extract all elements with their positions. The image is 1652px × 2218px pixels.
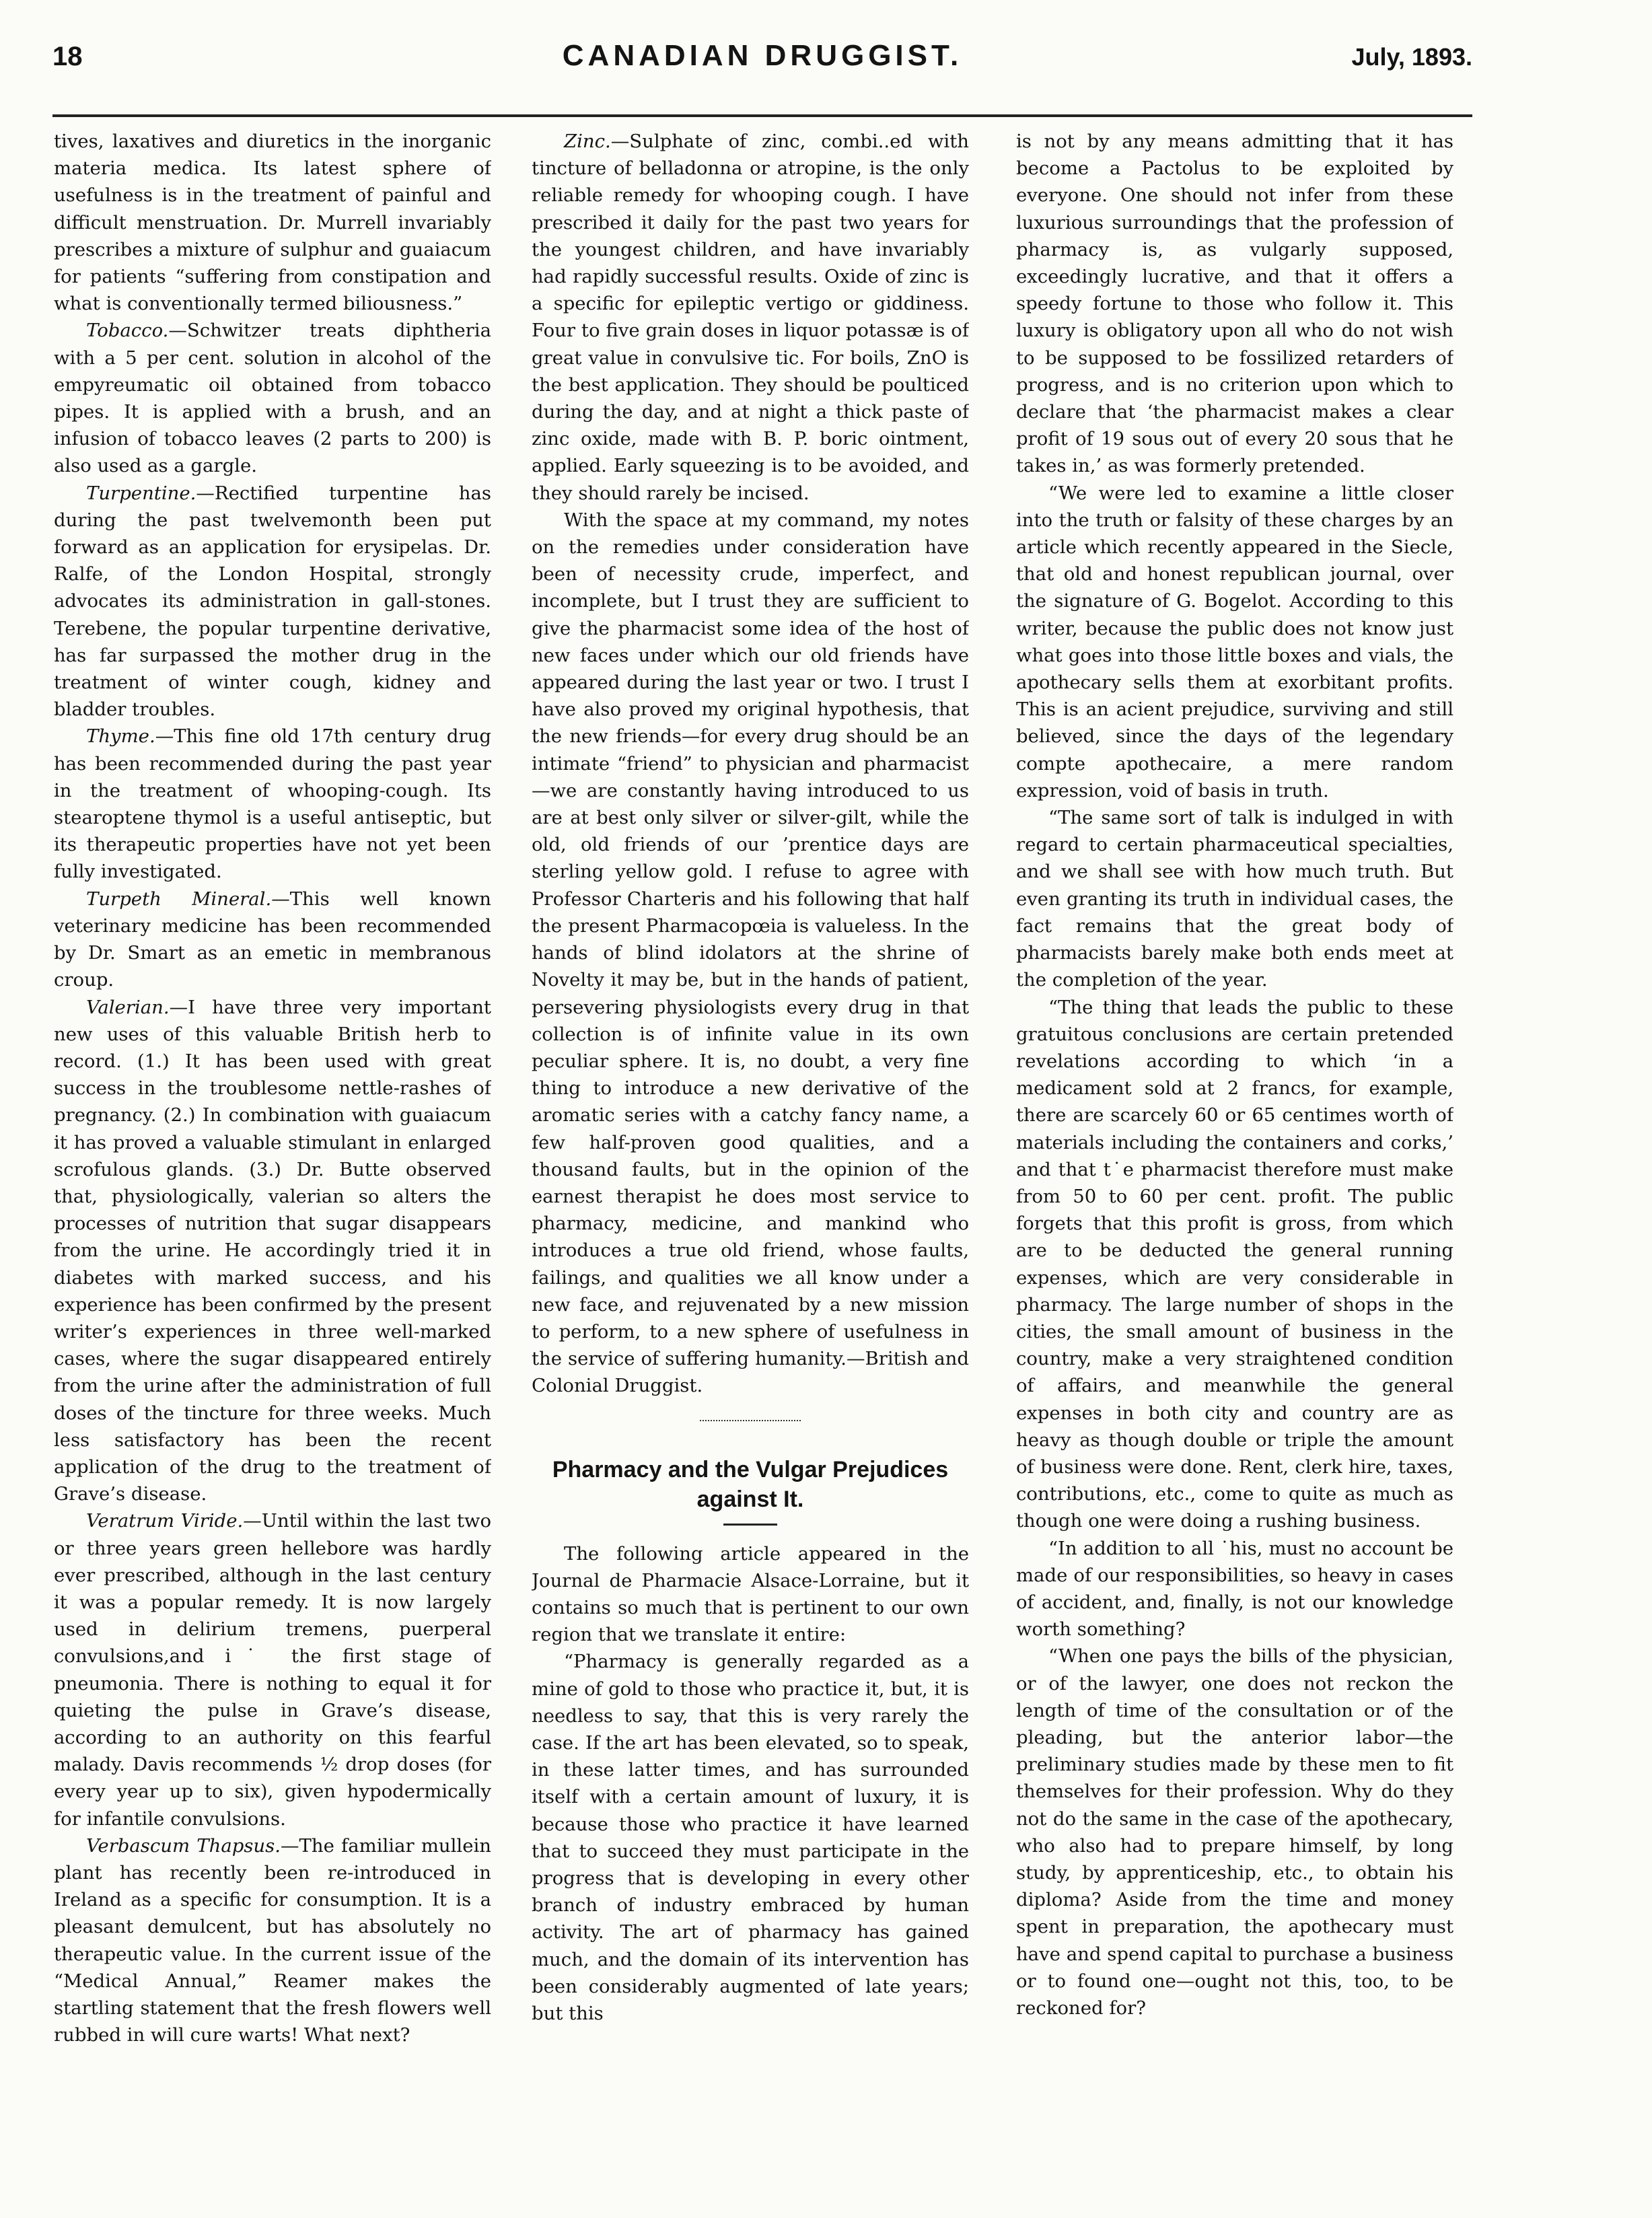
paragraph: “In addition to all ˙his, must no account be made of our responsibilities, so heavy in cases of accident, and, finally, is not our knowledge worth something?: [1016, 1537, 1453, 1641]
paragraph: “The thing that leads the public to these gratuitous conclusions are certain pretended revelations according to which ‘in a medicament sold at 2 francs, for example, there are scarcely 60 or 65 centimes worth of materials including the containers and corks,’ and that t˙e pharmacist therefore must make from 50 to 60 per cent. profit. The public forgets that this profit is gross, from which are to be deducted the general running expenses, which are very considerable in pharmacy. The large number of shops in the cities, the small amount of business in the country, make a very straightened condition of affairs, and meanwhile the general expenses in both city and country are as heavy as though double or triple the amount of business were done. Rent, clerk hire, taxes, contributions, etc., come to quite as much as though one were doing a rushing business.: [1016, 996, 1453, 1532]
entry-heading: Tobacco.: [86, 320, 169, 342]
paragraph: “The same sort of talk is indulged in with regard to certain pharmaceutical specialties, and we shall see with how much truth. But even granting its truth in individual cases, the fact remains that the great body of pharmacists barely make both ends meet at the completion of the year.: [1016, 807, 1453, 991]
section-divider: [700, 1420, 801, 1421]
title-rule: [723, 1524, 777, 1526]
article-title: Pharmacy and the Vulgar Prejudices against It.: [552, 1456, 949, 1512]
paragraph: Tobacco.—Schwitzer treats diphtheria with a 5 per cent. solution in alcohol of the empyreumatic oil obtained from tobacco pipes. It is applied with a brush, and an infusion of tobacco leaves (2 parts to 200) is also used as a gargle.: [54, 320, 491, 477]
paragraph: “When one pays the bills of the physician, or of the lawyer, one does not reckon the length of time of the consultation or of the pleading, but the anterior labor—the preliminary studies made by these men to fit themselves for their profession. Why do they not do the same in the case of the apothecary, who also had to prepare himself, by long study, by apprenticeship, etc., to obtain his diploma? Aside from the time and money spent in preparation, the apothecary must have and spend capital to purchase a business or to found one—ought not this, too, to be reckoned for?: [1016, 1645, 1453, 2019]
page-header: [52, 35, 1472, 89]
paragraph: Zinc.—Sulphate of zinc, combi..ed with tincture of belladonna or atropine, is the only reliable remedy for whooping cough. I have prescribed it daily for the past two years for the youngest children, and have invariably had rapidly successful results. Oxide of zinc is a specific for epileptic vertigo or giddiness. Four to five grain doses in liquor potassæ is of great value in convulsive tic. For boils, ZnO is the best application. They should be poulticed during the day, and at night a thick paste of zinc oxide, made with B. P. boric ointment, applied. Early squeezing is to be avoided, and they should rarely be incised.: [532, 131, 969, 504]
paragraph: Turpentine.—Rectified turpentine has during the past twelvemonth been put forward as an application for erysipelas. Dr. Ralfe, of the London Hospital, strongly advocates its administration in gall-stones. Terebene, the popular turpentine derivative, has far surpassed the mother drug in the treatment of winter cough, kidney and bladder troubles.: [54, 482, 491, 721]
column-2: [532, 128, 969, 2187]
entry-heading: Verbascum Thapsus.: [86, 1834, 281, 1857]
paragraph: Verbascum Thapsus.—The familiar mullein plant has recently been re-introduced in Ireland as a specific for consumption. It is a pleasant demulcent, but has absolutely no therapeutic value. In the current issue of the “Medical Annual,” Reamer makes the startling statement that the fresh flowers well rubbed in will cure warts! What next?: [54, 1834, 491, 2046]
header-rule: [52, 114, 1472, 117]
paragraph: “We were led to examine a little closer into the truth or falsity of these charges by an article which recently appeared in the Siecle, that old and honest republican journal, over the signature of G. Bogelot. According to this writer, because the public does not know just what goes into those little boxes and vials, the apothecary sells them at exorbitant profits. This is an acient prejudice, surviving and still believed, since the days of the legendary compte apothecaire, a mere random expression, void of basis in truth.: [1016, 482, 1453, 801]
entry-heading: Turpentine.: [86, 482, 196, 504]
entry-heading: Veratrum Viride.: [86, 1510, 244, 1532]
journal-title: CANADIAN DRUGGIST.: [562, 39, 963, 72]
paragraph: Turpeth Mineral.—This well known veterinary medicine has been recommended by Dr. Smart as an emetic in membranous croup.: [54, 888, 491, 991]
paragraph: Veratrum Viride.—Until within the last two or three years green hellebore was hardly ever prescribed, although in the last century it was a popular remedy. It is now largely used in delirium tremens, puerperal convulsions,and i˙ the first stage of pneumonia. There is nothing to equal it for quieting the pulse in Grave’s disease, according to an authority on this fearful malady. Davis recommends ½ drop doses (for every year up to six), given hypodermically for infantile convulsions.: [54, 1510, 491, 1830]
paragraph: is not by any means admitting that it has become a Pactolus to be exploited by everyone. One should not infer from these luxurious surroundings that the profession of pharmacy is, as vulgarly supposed, exceedingly lucrative, and that it offers a speedy fortune to those who follow it. This luxury is obligatory upon all who do not wish to be supposed to be fossilized retarders of progress, and is no criterion upon which to declare that ‘the pharmacist makes a clear profit of 19 sous out of every 20 sous that he takes in,’ as was formerly pretended.: [1016, 131, 1453, 477]
column-3: [1016, 128, 1453, 2187]
entry-heading: Thyme.: [86, 725, 155, 748]
issue-date: July, 1893.: [1351, 43, 1472, 71]
paragraph: Thyme.—This fine old 17th century drug has been recommended during the past year in the treatment of whooping-cough. Its stearoptene thymol is a useful antiseptic, but its therapeutic properties have not yet been fully investigated.: [54, 725, 491, 883]
entry-heading: Valerian.: [86, 996, 170, 1018]
entry-heading: Turpeth Mineral.: [86, 888, 272, 910]
entry-heading: Zinc.: [564, 131, 611, 152]
article-intro: The following article appeared in the Journal de Pharmacie Alsace-Lorraine, but it contains so much that is pertinent to our own region that we translate it entire:: [532, 1542, 969, 1646]
paragraph: Valerian.—I have three very important new uses of this valuable British herb to record. (1.) It has been used with great success in the troublesome nettle-rashes of pregnancy. (2.) In combination with guaiacum it has proved a valuable stimulant in enlarged scrofulous glands. (3.) Dr. Butte observed that, physiologically, valerian so alters the processes of nutrition that sugar disappears from the urine. He accordingly tried it in diabetes with marked success, and his experience has been confirmed by the present writer’s experiences in three well-marked cases, where the sugar disappeared entirely from the urine after the administration of full doses of the tincture for three weeks. Much less satisfactory has been the recent application of the drug to the treatment of Grave’s disease.: [54, 996, 491, 1505]
paragraph: tives, laxatives and diuretics in the inorganic materia medica. Its latest sphere of usefulness is in the treatment of painful and difficult menstruation. Dr. Murrell invariably prescribes a mixture of sulphur and guaiacum for patients “suffering from constipation and what is conventionally termed biliousness.”: [54, 131, 491, 315]
paragraph: With the space at my command, my notes on the remedies under consideration have been of necessity crude, imperfect, and incomplete, but I trust they are sufficient to give the pharmacist some idea of the host of new faces under which our old friends have appeared during the last year or two. I trust I have also proved my original hypothesis, that the new friends—for every drug should be an intimate “friend” to physician and pharmacist—we are constantly having introduced to us are at best only silver or silver-gilt, while the old, old friends of our ’prentice days are sterling yellow gold. I refuse to agree with Professor Charteris and his following that half the present Pharmacopœia is valueless. In the hands of blind idolators at the shrine of Novelty it may be, but in the hands of patient, persevering physiologists every drug in that collection is of infinite value in its own peculiar sphere. It is, no doubt, a very fine thing to introduce a new derivative of the aromatic series with a catchy fancy name, a few half-proven good qualities, and a thousand faults, but in the opinion of the earnest therapist he does most service to pharmacy, medicine, and mankind who introduces a true old friend, whose faults, failings, and qualities we all know under a new face, and rejuvenated by a new mission to perform, to a new sphere of usefulness in the service of suffering humanity.—British and Colonial Druggist.: [532, 509, 969, 1397]
paragraph: “Pharmacy is generally regarded as a mine of gold to those who practice it, but, it is needless to say, that this is very rarely the case. If the art has been elevated, so to speak, in these latter times, and has surrounded itself with a certain amount of luxury, it is because those who practice it have learned that to succeed they must participate in the progress that is developing in every other branch of industry embraced by human activity. The art of pharmacy has gained much, and the domain of its intervention has been considerably augmented of late years; but this: [532, 1651, 969, 2024]
column-1: [54, 128, 491, 2187]
page-number: 18: [52, 42, 83, 71]
